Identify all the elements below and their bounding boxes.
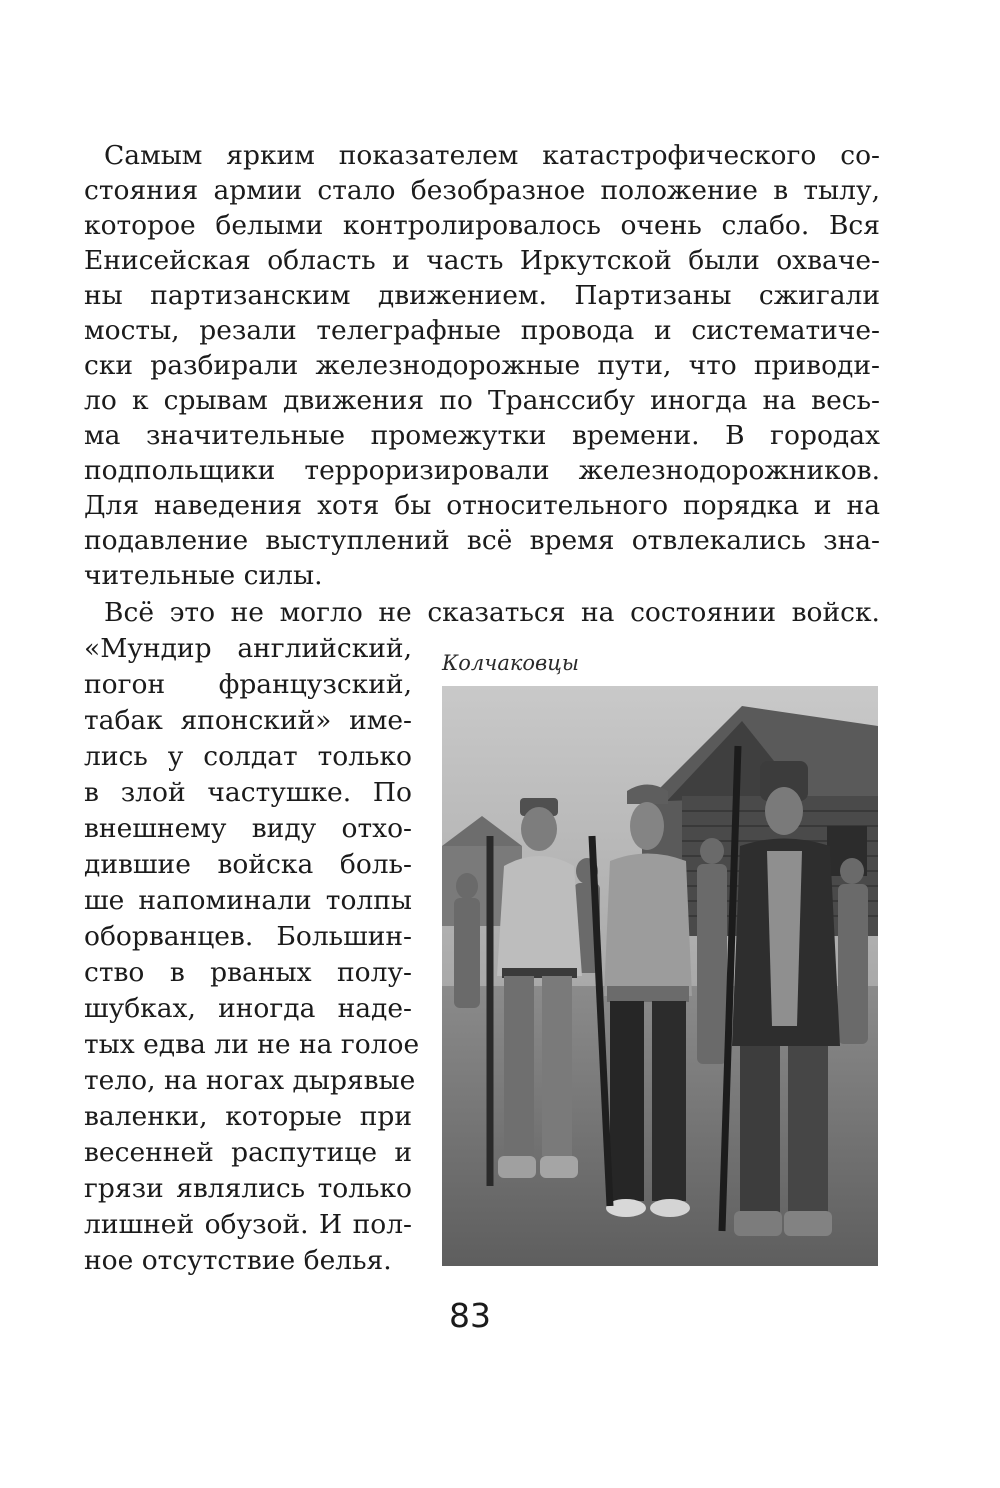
paragraph-2-line-14: тело, на ногах дырявые [84, 1065, 416, 1096]
paragraph-2-line-11: ство в рваных полу- [84, 957, 412, 988]
page-number: 83 [449, 1296, 491, 1335]
paragraph-2-line-7: внешнему виду отхо- [84, 813, 412, 844]
paragraph-2-line-18: лишней обузой. И пол- [84, 1209, 412, 1240]
paragraph-2-line-9: ше напоминали толпы [84, 885, 412, 916]
paragraph-2-line-19: ное отсутствие белья. [84, 1245, 392, 1276]
paragraph-1-line-3: которое белыми контролировалось очень слабо. Вся [84, 210, 880, 241]
paragraph-2-line-13: тых едва ли не на голое [84, 1029, 420, 1060]
paragraph-2-line-2: «Мундир английский, [84, 633, 412, 664]
paragraph-2-line-5: лись у солдат только [84, 741, 412, 772]
historical-photo [442, 686, 878, 1266]
paragraph-1-line-13: чительные силы. [84, 560, 323, 591]
paragraph-2-line-15: валенки, которые при [84, 1101, 412, 1132]
paragraph-1-line-7: ски разбирали железнодорожные пути, что приводи- [84, 350, 880, 381]
paragraph-1-line-1: Самым ярким показателем катастрофического со- [104, 140, 880, 171]
paragraph-2-line-1: Всё это не могло не сказаться на состоянии войск. [104, 597, 880, 628]
paragraph-1-line-9: ма значительные промежутки времени. В городах [84, 420, 880, 451]
paragraph-2-line-10: оборванцев. Большин- [84, 921, 412, 952]
paragraph-2-line-8: дившие войска боль- [84, 849, 412, 880]
paragraph-1-line-8: ло к срывам движения по Транссибу иногда на весь- [84, 385, 880, 416]
paragraph-2-line-16: весенней распутице и [84, 1137, 412, 1168]
paragraph-1-line-4: Енисейская область и часть Иркутской были охваче- [84, 245, 880, 276]
paragraph-2-line-12: шубках, иногда наде- [84, 993, 412, 1024]
paragraph-2-line-17: грязи являлись только [84, 1173, 412, 1204]
paragraph-1-line-5: ны партизанским движением. Партизаны сжигали [84, 280, 880, 311]
paragraph-1-line-10: подпольщики терроризировали железнодорожников. [84, 455, 880, 486]
paragraph-1-line-12: подавление выступлений всё время отвлекались зна- [84, 525, 880, 556]
paragraph-2-line-3: погон французский, [84, 669, 412, 700]
paragraph-1-line-6: мосты, резали телеграфные провода и систематиче- [84, 315, 880, 346]
paragraph-2-line-6: в злой частушке. По [84, 777, 412, 808]
paragraph-1-line-2: стояния армии стало безобразное положение в тылу, [84, 175, 880, 206]
paragraph-2-line-4: табак японский» име- [84, 705, 412, 736]
photo-caption: Колчаковцы [442, 651, 580, 675]
paragraph-1-line-11: Для наведения хотя бы относительного порядка и на [84, 490, 880, 521]
